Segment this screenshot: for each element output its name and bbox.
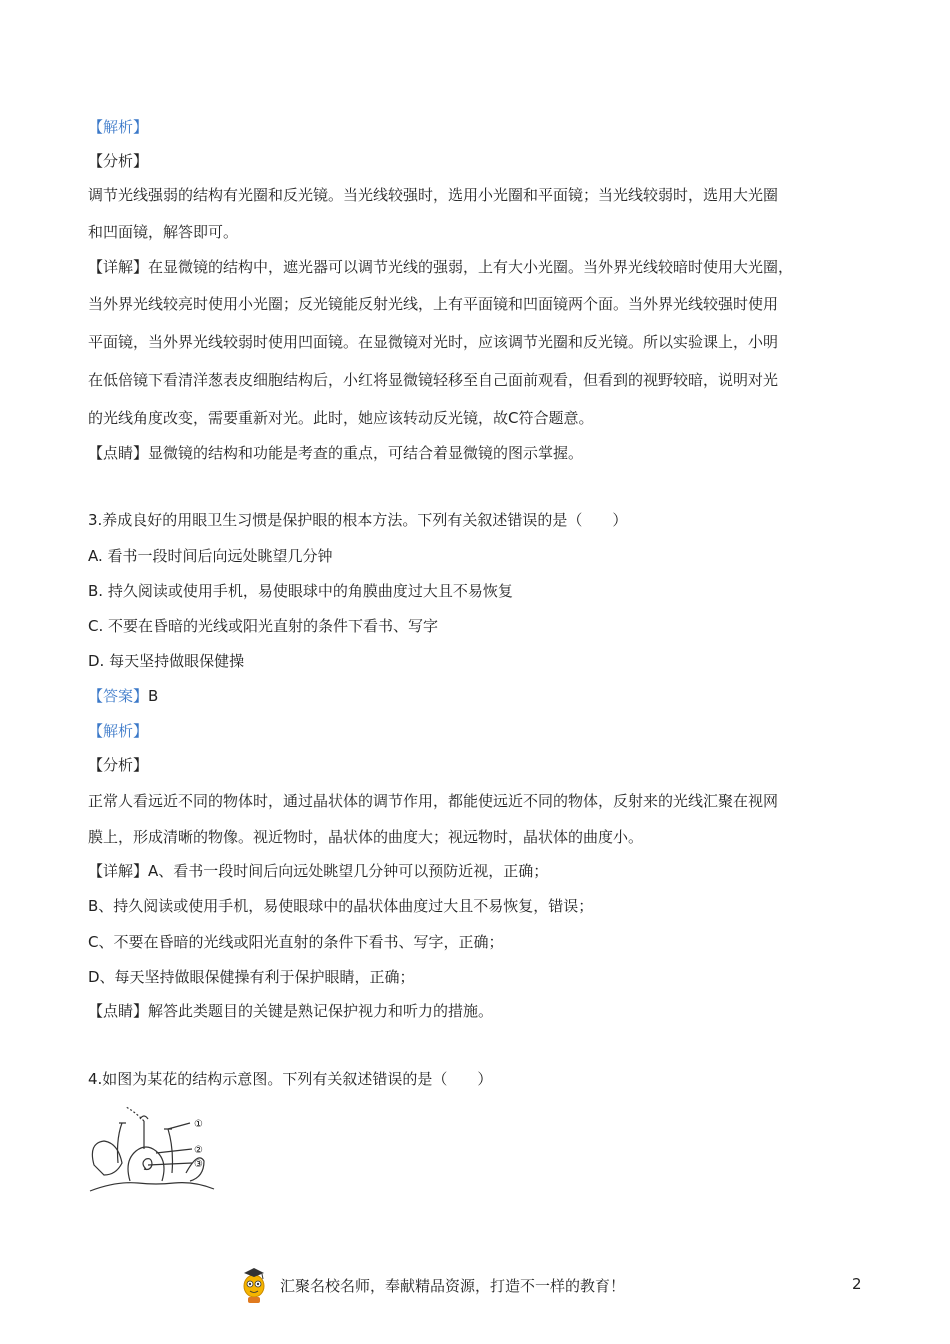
q3-option-d: D. 每天坚持做眼保健操 <box>88 652 245 670</box>
q3-xiangjie-line-3: C、不要在昏暗的光线或阳光直射的条件下看书、写字，正确； <box>88 933 504 951</box>
q3-option-a: A. 看书一段时间后向远处眺望几分钟 <box>88 547 333 565</box>
figure-label-1: ① <box>194 1119 203 1130</box>
q3-xiangjie <box>88 861 548 881</box>
q2-dianjing-text: 显微镜的结构和功能是考查的重点，可结合着显微镜的图示掌握。 <box>148 444 584 462</box>
q4-stem: 4.如图为某花的结构示意图。下列有关叙述错误的是（ ） <box>88 1070 493 1088</box>
flower-ovule <box>143 1159 152 1170</box>
q2-jiexi-label: 【解析】 <box>88 118 149 136</box>
q3-dianjing-label: 【点睛】 <box>88 1002 149 1020</box>
q2-xiangjie-label: 【详解】 <box>88 258 149 276</box>
q3-answer-value: B <box>148 687 159 705</box>
q2-xiangjie-line-5: 的光线角度改变，需要重新对光。此时，她应该转动反光镜，故C符合题意。 <box>88 409 594 427</box>
flower-structure-diagram <box>86 1103 221 1198</box>
q3-jiexi-label: 【解析】 <box>88 722 149 740</box>
flower-pollen-tube <box>126 1107 144 1121</box>
q2-xiangjie-line-4: 在低倍镜下看清洋葱表皮细胞结构后，小红将显微镜轻移至自己面前观看，但看到的视野较暗，说明对光 <box>88 371 779 389</box>
q2-fenxi-line-2: 和凹面镜，解答即可。 <box>88 223 239 241</box>
q3-option-b: B. 持久阅读或使用手机，易使眼球中的角膜曲度过大且不易恢复 <box>88 582 513 600</box>
q3-dianjing <box>88 1001 493 1021</box>
q2-xiangjie-line-3: 平面镜，当外界光线较弱时使用凹面镜。在显微镜对光时，应该调节光圈和反光镜。所以实验课上，小明 <box>88 333 779 351</box>
q2-xiangjie-line-2: 当外界光线较亮时使用小光圈；反光镜能反射光线，上有平面镜和凹面镜两个面。当外界光线较强时使用 <box>88 295 779 313</box>
q3-xiangjie-line-2: B、持久阅读或使用手机，易使眼球中的晶状体曲度过大且不易恢复，错误； <box>88 897 594 915</box>
q3-xiangjie-line-4: D、每天坚持做眼保健操有利于保护眼睛，正确； <box>88 968 415 986</box>
q3-answer-label: 【答案】 <box>88 687 149 705</box>
q3-dianjing-text: 解答此类题目的关键是熟记保护视力和听力的措施。 <box>148 1002 494 1020</box>
flower-receptacle <box>90 1183 214 1191</box>
mascot-logo-icon <box>236 1264 272 1304</box>
figure-label-3: ③ <box>194 1159 203 1170</box>
q2-xiangjie <box>88 257 793 277</box>
q3-option-c: C. 不要在昏暗的光线或阳光直射的条件下看书、写字 <box>88 617 439 635</box>
q3-fenxi-line-1: 正常人看远近不同的物体时，通过晶状体的调节作用，都能使远近不同的物体，反射来的光线汇聚在视网 <box>88 792 779 810</box>
flower-stamen-left <box>118 1123 127 1163</box>
q2-dianjing <box>88 443 583 463</box>
q3-xiangjie-first: A、看书一段时间后向远处眺望几分钟可以预防近视，正确； <box>148 862 549 880</box>
page-number: 2 <box>852 1275 862 1293</box>
q2-fenxi-line-1: 调节光线强弱的结构有光圈和反光镜。当光线较强时，选用小光圈和平面镜；当光线较弱时，选用大光圈 <box>88 186 779 204</box>
figure-label-2: ② <box>194 1145 203 1156</box>
q3-stem: 3.养成良好的用眼卫生习惯是保护眼的根本方法。下列有关叙述错误的是（ ） <box>88 511 628 529</box>
footer-slogan: 汇聚名校名师，奉献精品资源，打造不一样的教育！ <box>280 1277 626 1295</box>
q2-xiangjie-first: 在显微镜的结构中，遮光器可以调节光线的强弱，上有大小光圈。当外界光线较暗时使用大光圈， <box>148 258 794 276</box>
q3-xiangjie-label: 【详解】 <box>88 862 149 880</box>
q2-dianjing-label: 【点睛】 <box>88 444 149 462</box>
q3-fenxi-line-2: 膜上，形成清晰的物像。视近物时，晶状体的曲度大；视远物时，晶状体的曲度小。 <box>88 828 644 846</box>
q3-fenxi-label: 【分析】 <box>88 756 149 774</box>
q2-fenxi-label: 【分析】 <box>88 152 149 170</box>
q3-answer <box>88 686 158 706</box>
